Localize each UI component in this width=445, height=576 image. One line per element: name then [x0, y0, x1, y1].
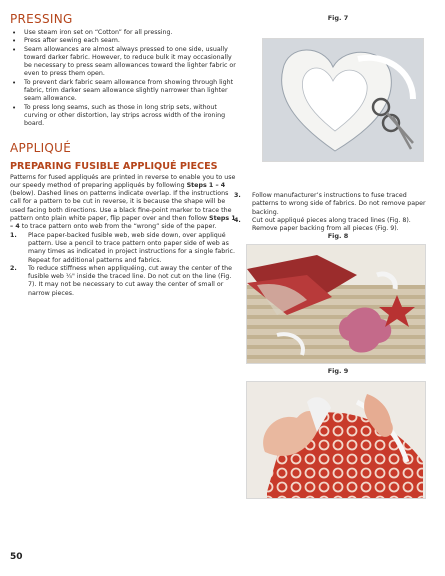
bullet-icon: •	[12, 78, 17, 87]
list-item: 3. Follow manufacturer’s instructions to fuse traced patterns to wrong side of fabrics. Do not remove paper backing.	[234, 192, 426, 216]
list-item: • To prevent dark fabric seam allowance from showing through light fabric, trim darker seam allowance slightly narrower than lighter seam allowance.	[12, 78, 234, 103]
applique-heading: APPLIQUÉ	[10, 140, 72, 155]
pressing-heading: PRESSING	[10, 12, 73, 26]
list-item: • Use steam iron set on “Cotton” for all pressing.	[12, 29, 173, 37]
list-item: 4. Cut out appliqué pieces along traced lines (Fig. 8). Remove paper backing from all pieces (Fig. 9).	[234, 216, 411, 233]
applique-steps-left	[10, 232, 236, 298]
left-column	[10, 12, 236, 298]
bullet-icon: •	[12, 29, 17, 37]
fig-7-label: Fig. 7	[327, 14, 349, 22]
applique-intro: Patterns for fused appliqués are printed in reverse to enable you to use our speedy method of preparing appliqués by following Steps 1 – 4 (below). Dashed lines on patterns indicate overlap. If the instructions call for a pattern to be cut in reverse, it is because the shape will be used facing both directions. Use a black fine-point marker to trace the pattern onto plain white paper, flip paper over and then follow Steps 1 – 4 to trace pattern onto web from the “wrong” side of the paper.	[10, 173, 236, 231]
fig-9-photo	[246, 381, 426, 499]
page-number: 50	[10, 552, 23, 562]
fig-8-label: Fig. 8	[327, 232, 349, 240]
fig-7-illustration	[263, 39, 423, 161]
applique-steps-right	[234, 192, 430, 233]
list-item: • Seam allowances are almost always pressed to one side, usually toward darker fabric. However, to reduce bulk it may occasionally be necessary to press seam allowances toward the lighter fabric or even to press them open.	[12, 45, 236, 78]
applique-subheading: PREPARING FUSIBLE APPLIQUÉ PIECES	[10, 160, 218, 172]
fig-9-illustration	[247, 382, 425, 498]
fig-9-label: Fig. 9	[327, 367, 349, 375]
list-item: 2. To reduce stiffness when appliquéing, cut away the center of the fusible web ¼" inside the traced line. Do not cut on the line (Fig. 7). It may not be necessary to cut away the center of small or narrow pieces.	[10, 264, 233, 297]
fig-7-photo	[262, 38, 424, 162]
bullet-icon: •	[12, 45, 17, 54]
list-item: • To press long seams, such as those in long strip sets, without curving or other distortion, lay strips across width of the ironing board.	[12, 103, 226, 128]
bullet-icon: •	[12, 103, 17, 112]
fig-8-illustration	[247, 245, 425, 363]
bullet-icon: •	[12, 37, 17, 46]
list-item: • Press after sewing each seam.	[12, 37, 120, 46]
pressing-bullet-list	[10, 29, 236, 129]
list-item: 1. Place paper-backed fusible web, web side down, over appliqué pattern. Use a pencil to trace pattern onto paper side of web as many times as indicated in project instructions for a single fabric. Repeat for additional patterns and fabrics.	[10, 231, 236, 264]
fig-8-photo	[246, 244, 426, 364]
